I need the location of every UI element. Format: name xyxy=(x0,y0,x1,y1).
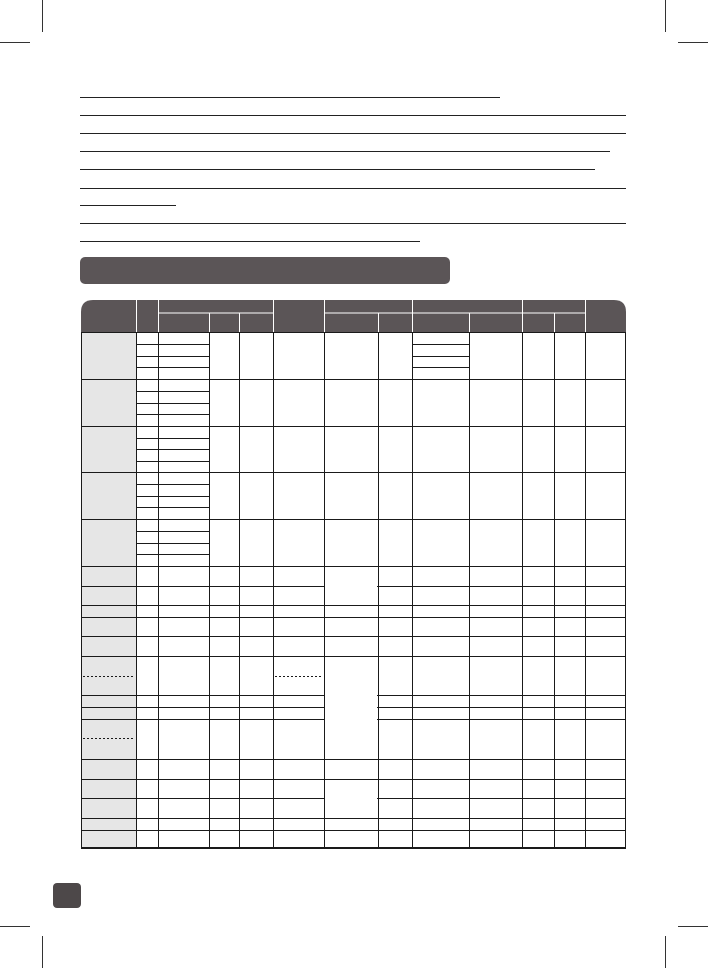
merged-cell xyxy=(325,657,377,758)
merged-cell xyxy=(325,780,377,817)
row-header-column xyxy=(81,332,136,848)
merged-cell xyxy=(325,567,377,604)
page-number-tab xyxy=(53,883,81,908)
table-header-background xyxy=(81,300,626,332)
